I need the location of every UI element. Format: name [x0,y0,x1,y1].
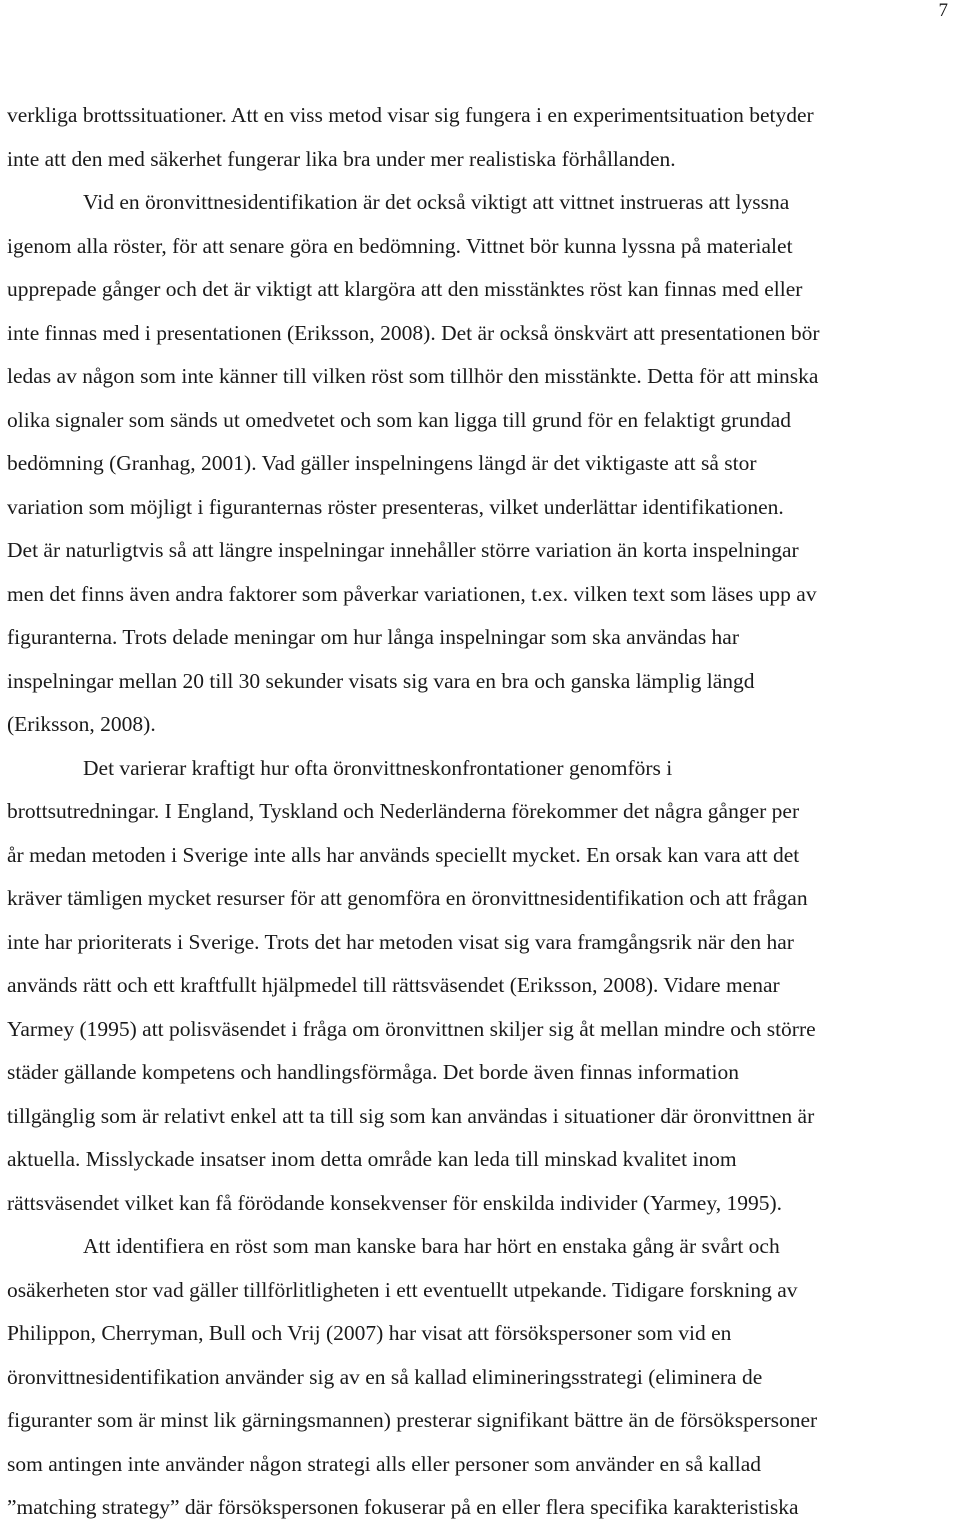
text-line: (Eriksson, 2008). [7,712,156,736]
text-line: Det är naturligtvis så att längre inspelningar innehåller större variation än korta inspelningar [7,538,799,562]
text-line: inte finnas med i presentationen (Eriksson, 2008). Det är också önskvärt att presentationen bör [7,320,820,345]
text-line: igenom alla röster, för att senare göra en bedömning. Vittnet bör kunna lyssna på materialet [7,233,793,258]
body-text [7,94,957,1530]
paragraph-start-line: Det varierar kraftigt hur ofta öronvittneskonfrontationer genomförs i [83,755,673,780]
paragraph-start-line: Vid en öronvittnesidentifikation är det också viktigt att vittnet instrueras att lyssna [83,190,790,214]
text-line: brottsutredningar. I England, Tyskland och Nederländerna förekommer det några gånger per [7,799,800,823]
text-line: figuranter som är minst lik gärningsmannen) presterar signifikant bättre än de försökspersoner [7,1408,818,1432]
text-line: år medan metoden i Sverige inte alls har används speciellt mycket. En orsak kan vara att det [7,842,800,867]
page-number: 7 [938,0,948,21]
text-line: figuranterna. Trots delade meningar om hur långa inspelningar som ska användas har [7,625,740,649]
text-line: Philippon, Cherryman, Bull och Vrij (2007) har visat att försökspersoner som vid en [7,1321,732,1345]
text-line: inspelningar mellan 20 till 30 sekunder visats sig vara en bra och ganska lämplig längd [7,668,755,693]
text-line: används rätt och ett kraftfullt hjälpmedel till rättsväsendet (Eriksson, 2008). Vidare menar [7,973,780,997]
text-line: ledas av någon som inte känner till vilken röst som tillhör den misstänkte. Detta för att minska [7,364,819,388]
text-line: öronvittnesidentifikation använder sig av en så kallad elimineringsstrategi (eliminera de [7,1364,763,1389]
text-line: kräver tämligen mycket resurser för att genomföra en öronvittnesidentifikation och att frågan [7,886,808,910]
text-line: ”matching strategy” där försökspersonen fokuserar på en eller flera specifika karakteristiska [7,1495,799,1519]
text-line: olika signaler som sänds ut omedvetet och som kan ligga till grund för en felaktigt grundad [7,407,791,432]
text-line: rättsväsendet vilket kan få förödande konsekvenser för enskilda individer (Yarmey, 1995). [7,1190,782,1215]
text-line: Yarmey (1995) att polisväsendet i fråga om öronvittnen skiljer sig åt mellan mindre och större [7,1016,816,1041]
text-line: osäkerheten stor vad gäller tillförlitligheten i ett eventuellt utpekande. Tidigare forskning av [7,1277,798,1302]
text-line: bedömning (Granhag, 2001). Vad gäller inspelningens längd är det viktigaste att så stor [7,451,757,475]
text-line: verkliga brottssituationer. Att en viss metod visar sig fungera i en experimentsituation betyder [7,103,814,127]
text-line: upprepade gånger och det är viktigt att klargöra att den misstänktes röst kan finnas med eller [7,277,803,301]
text-line: aktuella. Misslyckade insatser inom detta område kan leda till minskad kvalitet inom [7,1147,737,1171]
text-line: men det finns även andra faktorer som påverkar variationen, t.ex. vilken text som läses upp av [7,581,817,606]
text-line: variation som möjligt i figuranternas röster presenteras, vilket underlättar identifikationen. [7,494,784,519]
text-line: som antingen inte använder någon strategi alls eller personer som använder en så kallad [7,1451,762,1476]
text-line: städer gällande kompetens och handlingsförmåga. Det borde även finnas information [7,1060,739,1084]
text-line: inte har prioriterats i Sverige. Trots det har metoden visat sig vara framgångsrik när den har [7,929,794,954]
paragraph-start-line: Att identifiera en röst som man kanske bara har hört en enstaka gång är svårt och [83,1234,780,1258]
text-line: tillgänglig som är relativt enkel att ta till sig som kan användas i situationer där öronvittnen är [7,1103,815,1128]
text-line: inte att den med säkerhet fungerar lika bra under mer realistiska förhållanden. [7,146,676,171]
